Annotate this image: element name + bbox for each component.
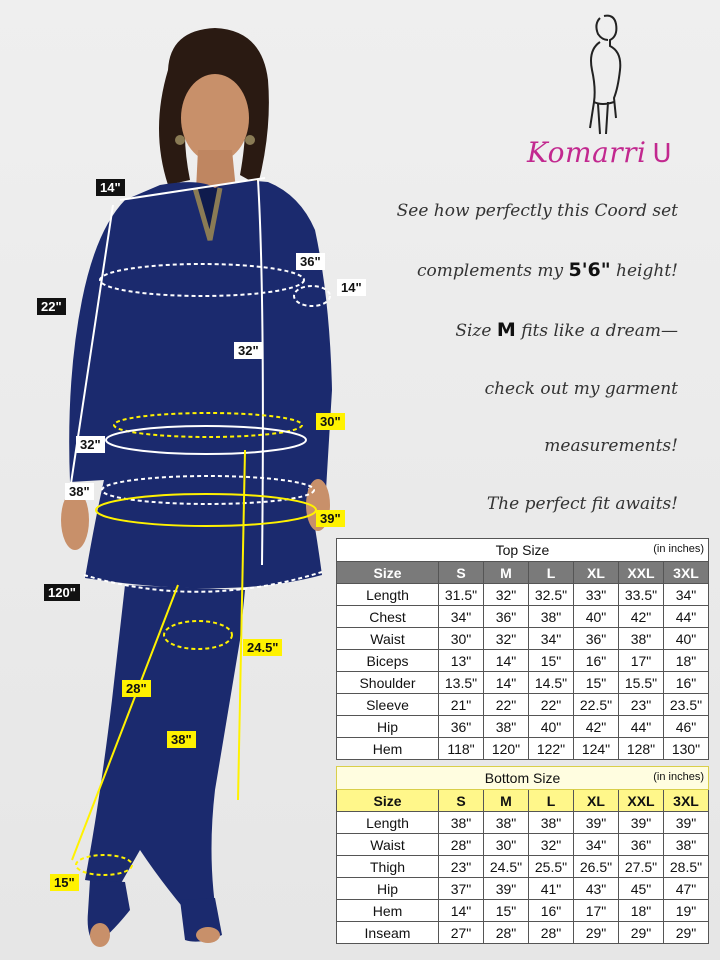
table-cell: 39" (484, 878, 529, 900)
table-row-label: Length (337, 812, 439, 834)
table-cell: 40" (664, 628, 709, 650)
table-row (337, 716, 709, 738)
table-header-cell: L (529, 562, 574, 584)
table-cell: 44" (619, 716, 664, 738)
table-cell: 122" (529, 738, 574, 760)
table-cell: 42" (619, 606, 664, 628)
model-height: 5'6" (568, 259, 611, 281)
table-cell: 47" (664, 878, 709, 900)
table-cell: 16" (574, 650, 619, 672)
tag-shoulder: 14" (96, 179, 125, 196)
table-cell: 15" (484, 900, 529, 922)
bottom-size-title-cell (337, 767, 709, 790)
tag-inseam: 38" (167, 731, 196, 748)
table-cell: 32" (529, 834, 574, 856)
table-row-label: Biceps (337, 650, 439, 672)
table-cell: 124" (574, 738, 619, 760)
table-header-cell: XXL (619, 790, 664, 812)
table-row (337, 812, 709, 834)
table-row-label: Inseam (337, 922, 439, 944)
table-row (337, 856, 709, 878)
tag-waist: 30" (316, 413, 345, 430)
table-cell: 23" (619, 694, 664, 716)
table-cell: 21" (439, 694, 484, 716)
tagline-line-2 (417, 259, 678, 281)
table-cell: 14.5" (529, 672, 574, 694)
table-cell: 43" (574, 878, 619, 900)
bottom-size-table (336, 766, 709, 944)
table-row (337, 738, 709, 760)
table-header-cell: XXL (619, 562, 664, 584)
table-cell: 15" (574, 672, 619, 694)
table-cell: 15" (529, 650, 574, 672)
table-cell: 40" (529, 716, 574, 738)
face (181, 74, 249, 162)
tagline-line-2-pre: complements my (417, 261, 564, 281)
earring-right (245, 135, 255, 145)
tagline-line-3-pre: Size (455, 321, 492, 341)
table-cell: 118" (439, 738, 484, 760)
top-size-title: Top Size (495, 542, 550, 558)
table-cell: 13" (439, 650, 484, 672)
table-row-label: Hem (337, 900, 439, 922)
table-cell: 16" (529, 900, 574, 922)
bottom-size-header-row (337, 790, 709, 812)
table-cell: 17" (574, 900, 619, 922)
tagline-line-2-post: height! (616, 261, 678, 281)
table-cell: 36" (619, 834, 664, 856)
table-header-cell: M (484, 562, 529, 584)
table-cell: 34" (529, 628, 574, 650)
tag-bottom-hem: 15" (50, 874, 79, 891)
table-cell: 38" (529, 812, 574, 834)
table-cell: 38" (439, 812, 484, 834)
table-cell: 26.5" (574, 856, 619, 878)
table-row-label: Hip (337, 716, 439, 738)
table-cell: 36" (439, 716, 484, 738)
bottom-size-title: Bottom Size (484, 770, 561, 786)
model-size: M (496, 319, 516, 341)
table-cell: 23.5" (664, 694, 709, 716)
tag-hem: 120" (44, 584, 80, 601)
table-header-cell: S (439, 562, 484, 584)
table-row (337, 650, 709, 672)
tagline-line-1: See how perfectly this Coord set (396, 201, 678, 221)
tag-bottom-length: 28" (122, 680, 151, 697)
tagline-line-5: measurements! (544, 436, 678, 456)
table-cell: 27" (439, 922, 484, 944)
table-cell: 34" (574, 834, 619, 856)
table-row-label: Sleeve (337, 694, 439, 716)
table-row-label: Hem (337, 738, 439, 760)
table-cell: 128" (619, 738, 664, 760)
tag-chest: 36" (296, 253, 325, 270)
table-cell: 33" (574, 584, 619, 606)
table-row-label: Waist (337, 834, 439, 856)
table-row-label: Chest (337, 606, 439, 628)
table-cell: 25.5" (529, 856, 574, 878)
model-photo (0, 0, 340, 960)
table-cell: 32" (484, 584, 529, 606)
table-cell: 28" (529, 922, 574, 944)
table-cell: 29" (574, 922, 619, 944)
brand-silhouette-logo (578, 10, 628, 138)
table-cell: 34" (664, 584, 709, 606)
tag-hip-left: 38" (65, 483, 94, 500)
table-cell: 29" (619, 922, 664, 944)
table-row (337, 584, 709, 606)
table-cell: 36" (484, 606, 529, 628)
table-cell: 16" (664, 672, 709, 694)
table-header-cell: Size (337, 562, 439, 584)
table-cell: 23" (439, 856, 484, 878)
tag-garment-length: 32" (234, 342, 263, 359)
tag-hip: 39" (316, 510, 345, 527)
tag-thigh: 24.5" (243, 639, 282, 656)
table-cell: 22.5" (574, 694, 619, 716)
table-cell: 46" (664, 716, 709, 738)
table-cell: 29" (664, 922, 709, 944)
tunic-top (69, 181, 332, 588)
table-row-label: Length (337, 584, 439, 606)
table-cell: 31.5" (439, 584, 484, 606)
table-cell: 14" (484, 650, 529, 672)
table-cell: 15.5" (619, 672, 664, 694)
top-size-table (336, 538, 709, 760)
brand-name-text: Komarri (527, 136, 647, 169)
table-cell: 14" (484, 672, 529, 694)
table-row-label: Thigh (337, 856, 439, 878)
table-cell: 27.5" (619, 856, 664, 878)
tagline-line-3-post: fits like a dream— (521, 321, 678, 341)
tag-length: 22" (37, 298, 66, 315)
table-header-cell: L (529, 790, 574, 812)
table-cell: 22" (484, 694, 529, 716)
table-cell: 41" (529, 878, 574, 900)
table-cell: 24.5" (484, 856, 529, 878)
table-cell: 38" (484, 716, 529, 738)
table-header-cell: S (439, 790, 484, 812)
table-cell: 34" (439, 606, 484, 628)
table-cell: 37" (439, 878, 484, 900)
foot-left (90, 923, 110, 947)
bottom-size-unit: (in inches) (653, 771, 704, 783)
table-cell: 17" (619, 650, 664, 672)
table-row (337, 628, 709, 650)
top-size-title-cell (337, 539, 709, 562)
table-cell: 39" (574, 812, 619, 834)
table-cell: 32.5" (529, 584, 574, 606)
table-cell: 32" (484, 628, 529, 650)
table-row (337, 900, 709, 922)
tagline-line-6: The perfect fit awaits! (486, 494, 678, 514)
table-row (337, 606, 709, 628)
table-cell: 18" (664, 650, 709, 672)
table-cell: 30" (484, 834, 529, 856)
table-cell: 45" (619, 878, 664, 900)
table-cell: 22" (529, 694, 574, 716)
table-row (337, 878, 709, 900)
tagline-line-3 (455, 319, 678, 341)
table-row (337, 922, 709, 944)
bottom-size-title-row (337, 767, 709, 790)
table-header-cell: Size (337, 790, 439, 812)
table-row-label: Waist (337, 628, 439, 650)
top-size-header-row (337, 562, 709, 584)
table-cell: 38" (529, 606, 574, 628)
table-cell: 120" (484, 738, 529, 760)
tag-biceps: 14" (337, 279, 366, 296)
table-cell: 38" (619, 628, 664, 650)
table-header-cell: 3XL (664, 790, 709, 812)
table-cell: 30" (439, 628, 484, 650)
table-header-cell: XL (574, 790, 619, 812)
table-cell: 36" (574, 628, 619, 650)
top-size-unit: (in inches) (653, 543, 704, 555)
earring-left (175, 135, 185, 145)
brand-name (527, 136, 672, 169)
table-cell: 42" (574, 716, 619, 738)
table-row (337, 672, 709, 694)
table-cell: 14" (439, 900, 484, 922)
table-header-cell: M (484, 790, 529, 812)
brand-name-suffix: U (652, 139, 673, 169)
table-cell: 13.5" (439, 672, 484, 694)
table-row (337, 834, 709, 856)
table-row-label: Hip (337, 878, 439, 900)
table-cell: 28" (439, 834, 484, 856)
table-cell: 28" (484, 922, 529, 944)
table-cell: 18" (619, 900, 664, 922)
table-cell: 38" (484, 812, 529, 834)
top-size-title-row (337, 539, 709, 562)
table-cell: 130" (664, 738, 709, 760)
table-cell: 19" (664, 900, 709, 922)
foot-right (196, 927, 220, 943)
tagline-line-4: check out my garment (484, 379, 678, 399)
table-cell: 39" (664, 812, 709, 834)
table-cell: 38" (664, 834, 709, 856)
table-row (337, 694, 709, 716)
table-cell: 44" (664, 606, 709, 628)
table-cell: 39" (619, 812, 664, 834)
table-header-cell: 3XL (664, 562, 709, 584)
table-cell: 28.5" (664, 856, 709, 878)
table-cell: 40" (574, 606, 619, 628)
table-row-label: Shoulder (337, 672, 439, 694)
table-header-cell: XL (574, 562, 619, 584)
table-cell: 33.5" (619, 584, 664, 606)
tag-bust-left: 32" (76, 436, 105, 453)
